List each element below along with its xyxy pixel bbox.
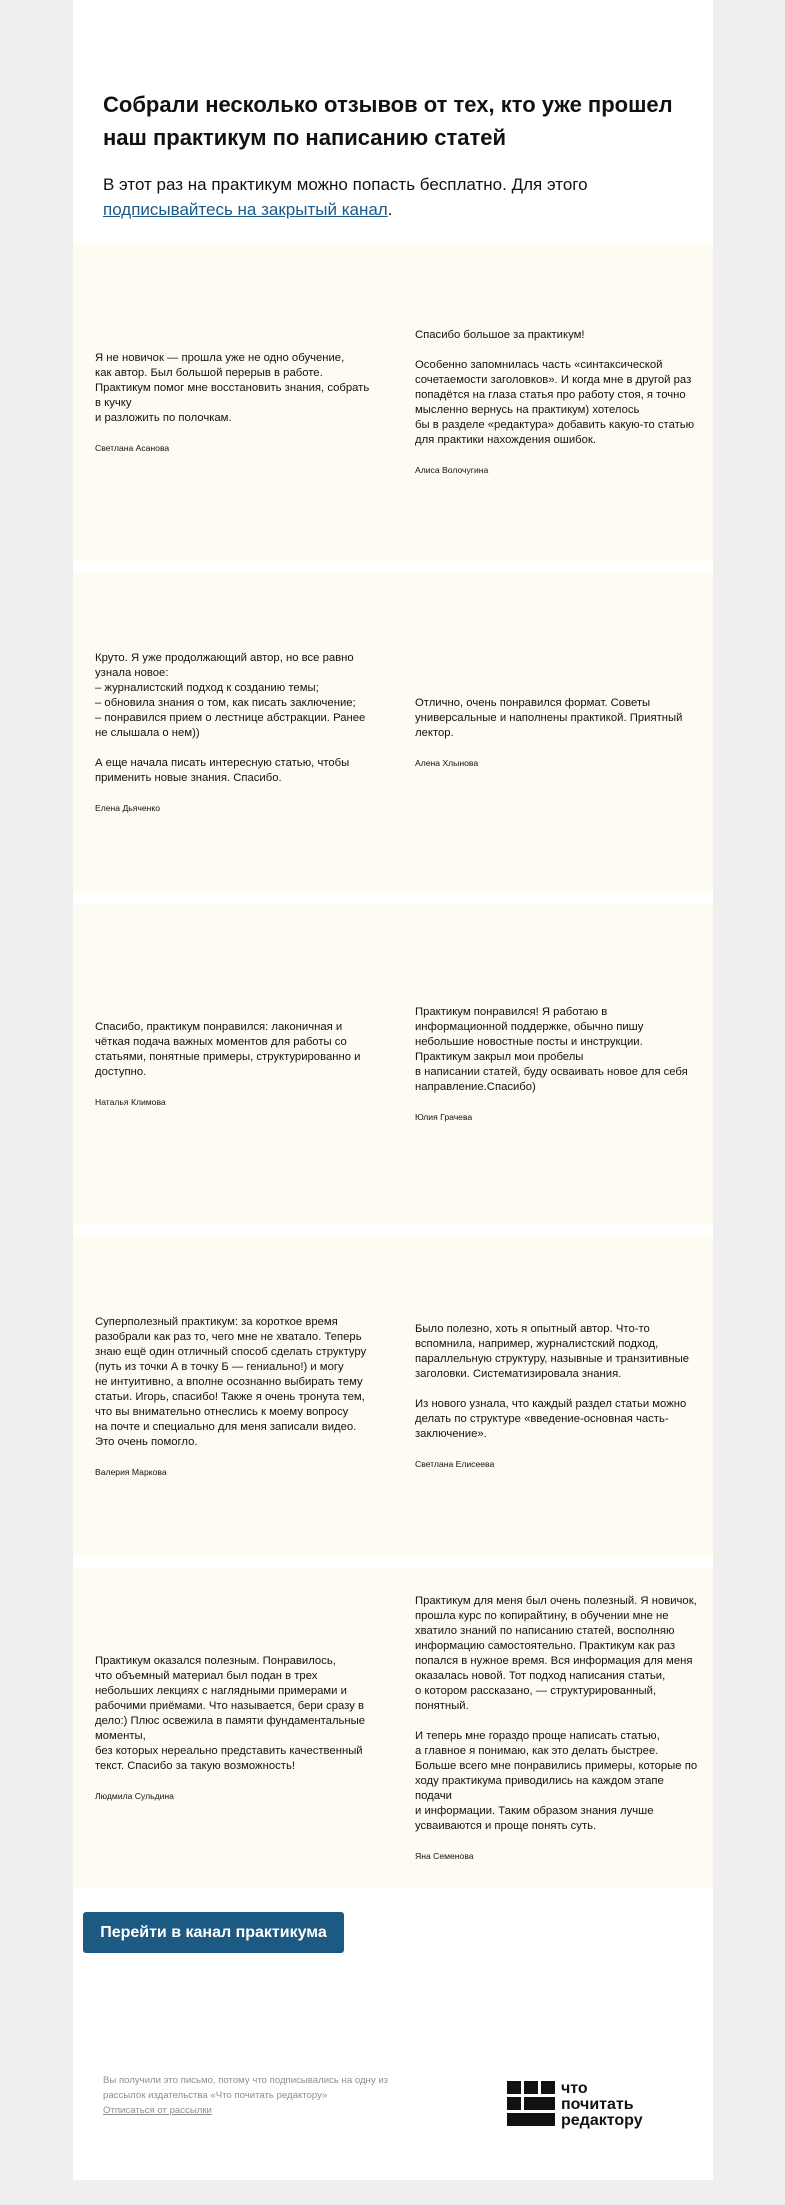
review-author: Светлана Елисеева: [415, 1459, 495, 1469]
review-text: Спасибо, практикум понравился: лаконичная и чёткая подача важных моментов для работы со статьями, понятные примеры, структурированно и доступно.: [95, 1021, 361, 1078]
email-headline: Собрали несколько отзывов от тех, кто уже прошел наш практикум по написанию статей: [103, 92, 673, 150]
review-author: Наталья Климова: [95, 1097, 166, 1107]
review-text: Спасибо большое за практикум! Особенно запомнилась часть «синтаксической сочетаемости заголовков». И когда мне в другой раз попадётся на глаза статья про работу стоя, я точно мысленно вернусь на практикум) хотелось бы в разделе «редактура» добавить какую-то статью для практики нахождения ошибок.: [415, 329, 695, 446]
review-text: Практикум понравился! Я работаю в информационной поддержке, обычно пишу небольшие новостные посты и инструкции. Практикум закрыл мои пробелы в написании статей, буду осваивать новое для себя направление.Спасибо): [415, 1006, 688, 1093]
review-card: [393, 571, 713, 893]
review-text: Практикум оказался полезным. Понравилось, что объемный материал был подан в трех небольших лекциях с наглядными примерами и рабочими приёмами. Что называется, бери сразу в дело:) Плюс освежила в памяти фундаментальные моменты, без которых нереально представить качественный текст. Спасибо за такую возможность!: [95, 1655, 366, 1772]
review-author: Валерия Маркова: [95, 1466, 167, 1477]
review-author: Алена Хлынова: [415, 757, 479, 768]
review-card: [73, 243, 393, 561]
review-text: Отлично, очень понравился формат. Советы универсальные и наполнены практикой. Приятный лектор.: [415, 696, 683, 739]
review-row-1: [73, 243, 713, 561]
review-card: [393, 243, 713, 561]
review-author: Светлана Асанова: [95, 442, 170, 453]
review-text: Суперполезный практикум: за короткое время разобрали как раз то, чего мне не хватало. Теперь знаю ещё один отличный способ сделать структуру (путь из точки А в точку Б — гениально!) и могу не интуитивно, а вполне осознанно выбирать тему статьи. Игорь, спасибо! Также я очень тронута тем, что вы внимательно отнеслись к моему вопросу на почте и специально для меня записали видео. Это очень помогло.: [95, 1315, 367, 1448]
review-row-2: [73, 571, 713, 893]
review-card: [73, 1567, 393, 1889]
review-card: [393, 1235, 713, 1557]
review-card: [393, 903, 713, 1225]
review-text: Я не новичок — прошла уже не одно обучение, как автор. Был большой перерыв в работе. Практикум помог мне восстановить знания, собрать в кучку и разложить по полочкам.: [95, 351, 370, 424]
logo-line-1: что: [561, 2080, 588, 2097]
review-text: Было полезно, хоть я опытный автор. Что-то вспомнила, например, журналистский подход, параллельную структуру, назывные и транзитивные заголовки. Систематизировала знания. Из нового узнала, что каждый раздел статьи можно делать по структуре «введение-основная часть-заключение».: [415, 1323, 690, 1440]
intro-end: .: [387, 200, 393, 219]
footer-note: Вы получили это письмо, потому что подписывались на одну из рассылок издательства «Что почитать редактору»: [103, 2075, 389, 2101]
email-intro: [103, 172, 683, 222]
review-author: Яна Семенова: [415, 1851, 474, 1861]
closed-channel-link[interactable]: подписывайтесь на закрытый канал: [103, 200, 388, 219]
review-card: [73, 903, 393, 1225]
review-author: Елена Дьяченко: [95, 802, 161, 813]
review-card: [73, 1235, 393, 1557]
logo-line-2: почитать: [561, 2096, 634, 2113]
review-author: Алиса Волочугина: [415, 465, 489, 475]
review-row-4: [73, 1235, 713, 1557]
review-card: [73, 571, 393, 893]
publisher-logo: [507, 2075, 697, 2135]
intro-text: В этот раз на практикум можно попасть бесплатно. Для этого: [103, 175, 588, 194]
review-text: Круто. Я уже продолжающий автор, но все равно узнала новое: – журналистский подход к созданию темы; – обновила знания о том, как писать заключение; – понравился прием о лестнице абстракции. Ранее не слышала о нем)) А еще начала писать интересную статью, чтобы применить новые знания. Спасибо.: [95, 651, 366, 784]
review-author: Людмила Сульдина: [95, 1791, 174, 1801]
review-row-3: [73, 903, 713, 1225]
email-sheet: [73, 0, 713, 2180]
unsubscribe-link[interactable]: Отписаться от рассылки: [103, 2105, 212, 2116]
review-author: Юлия Грачева: [415, 1112, 473, 1122]
go-to-channel-button[interactable]: Перейти в канал практикума: [83, 1912, 344, 1953]
logo-line-3: редактору: [561, 2112, 643, 2129]
review-row-5: [73, 1567, 713, 1889]
publisher-logo-mark: [507, 2075, 697, 2135]
review-text: Практикум для меня был очень полезный. Я новичок, прошла курс по копирайтину, в обучении мне не хватило знаний по написанию статей, восполняю информацию самостоятельно. Практикум как раз попался в нужное время. Вся информация для меня оказалась новой. Тот подход написания статьи, о котором рассказано, — структурированный, понятный. И теперь мне гораздо проще написать статью, а главное я понимаю, как это делать быстрее. Больше всего мне понравились примеры, которые по ходу практикума приводились на каждом этапе подачи и информации. Таким образом знания лучше усваиваются и проще понять суть.: [415, 1595, 698, 1832]
footer-note-block: [103, 2073, 393, 2118]
review-card: [393, 1567, 713, 1889]
